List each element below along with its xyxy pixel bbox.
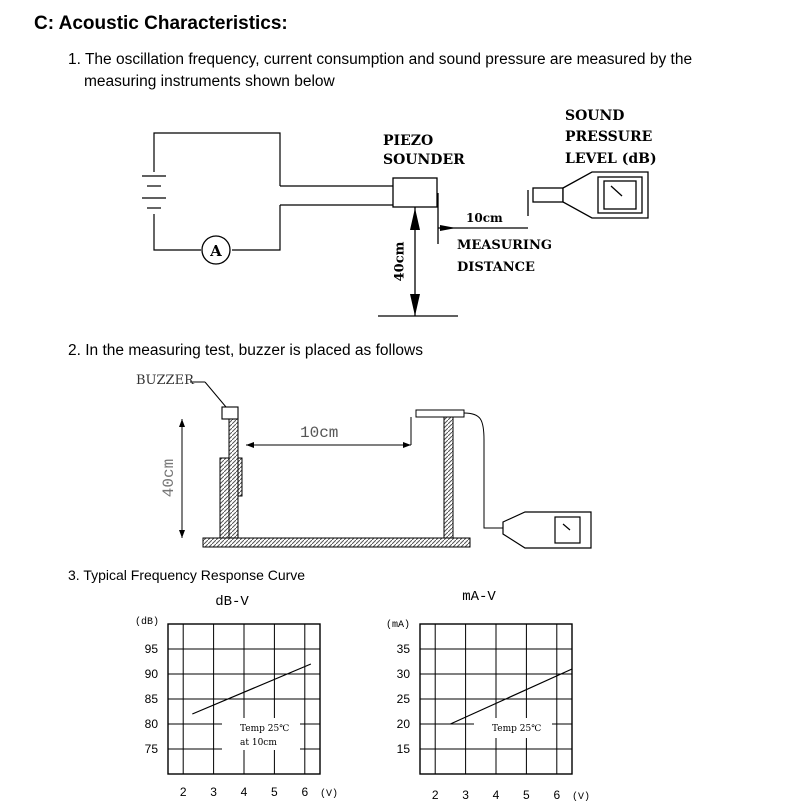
x-tick-label: 5 [523, 788, 530, 802]
buzzer-label: BUZZER [136, 373, 194, 388]
chart-ma-v [386, 589, 590, 803]
x-tick-label: 2 [431, 788, 439, 802]
y-tick-label: 15 [396, 742, 410, 756]
item-1-line-1: 1. The oscillation frequency, current consumption and sound pressure are measured by the [68, 51, 693, 68]
y-tick-label: 20 [396, 717, 410, 731]
chart-title: mA-V [462, 589, 496, 605]
item-3: 3. Typical Frequency Response Curve [68, 567, 306, 583]
annotation-text: Temp 25℃ [240, 724, 290, 734]
x-tick-label: 2 [179, 785, 187, 799]
y-axis-label: (mA) [385, 620, 411, 631]
annotation-text: Temp 25℃ [492, 724, 542, 734]
y-tick-label: 90 [144, 667, 158, 681]
annotation-text: at 10cm [240, 738, 277, 748]
x-tick-label: 3 [210, 785, 217, 799]
x-tick-label: 5 [271, 785, 278, 799]
spl-label-line1: SOUND [565, 108, 625, 124]
x-tick-label: 3 [462, 788, 469, 802]
distance-label-2: 10cm [300, 424, 339, 442]
y-tick-label: 95 [144, 642, 158, 656]
item-2: 2. In the measuring test, buzzer is placed as follows [68, 342, 423, 359]
x-tick-label: 4 [240, 785, 248, 799]
piezo-label-line2: SOUNDER [383, 152, 465, 168]
placement-diagram [179, 382, 591, 548]
section-heading: C: Acoustic Characteristics: [34, 13, 288, 34]
x-axis-label: (V) [571, 792, 591, 803]
y-axis-label: (dB) [134, 617, 160, 628]
y-tick-label: 30 [396, 667, 410, 681]
ammeter-label: A [210, 242, 222, 260]
buzzer-box [222, 407, 238, 419]
x-tick-label: 4 [492, 788, 500, 802]
item-1-line-2: measuring instruments shown below [84, 73, 335, 90]
y-tick-label: 35 [396, 642, 410, 656]
y-tick-label: 25 [396, 692, 410, 706]
x-tick-label: 6 [301, 785, 309, 799]
height-label: 40cm [392, 241, 408, 282]
y-tick-label: 85 [144, 692, 158, 706]
battery-circuit [142, 133, 280, 250]
spl-meter-icon [533, 172, 648, 218]
piezo-label-line1: PIEZO [383, 133, 434, 149]
x-axis-label: (V) [319, 789, 339, 800]
measuring-label-line1: MEASURING [457, 238, 552, 253]
y-tick-label: 75 [144, 742, 158, 756]
chart-title: dB-V [215, 594, 249, 610]
x-tick-label: 6 [553, 788, 561, 802]
measuring-label-line2: DISTANCE [457, 260, 535, 275]
spl-label-line2: PRESSURE [565, 129, 653, 145]
piezo-sounder-box [393, 178, 437, 207]
height-label-2: 40cm [160, 458, 179, 498]
distance-label: 10cm [466, 211, 503, 225]
chart-db-v [135, 594, 338, 800]
series-line [450, 669, 572, 724]
y-tick-label: 80 [144, 717, 158, 731]
spl-meter-2-icon [503, 512, 591, 548]
spl-label-line3: LEVEL (dB) [565, 151, 657, 167]
series-line [192, 664, 311, 714]
